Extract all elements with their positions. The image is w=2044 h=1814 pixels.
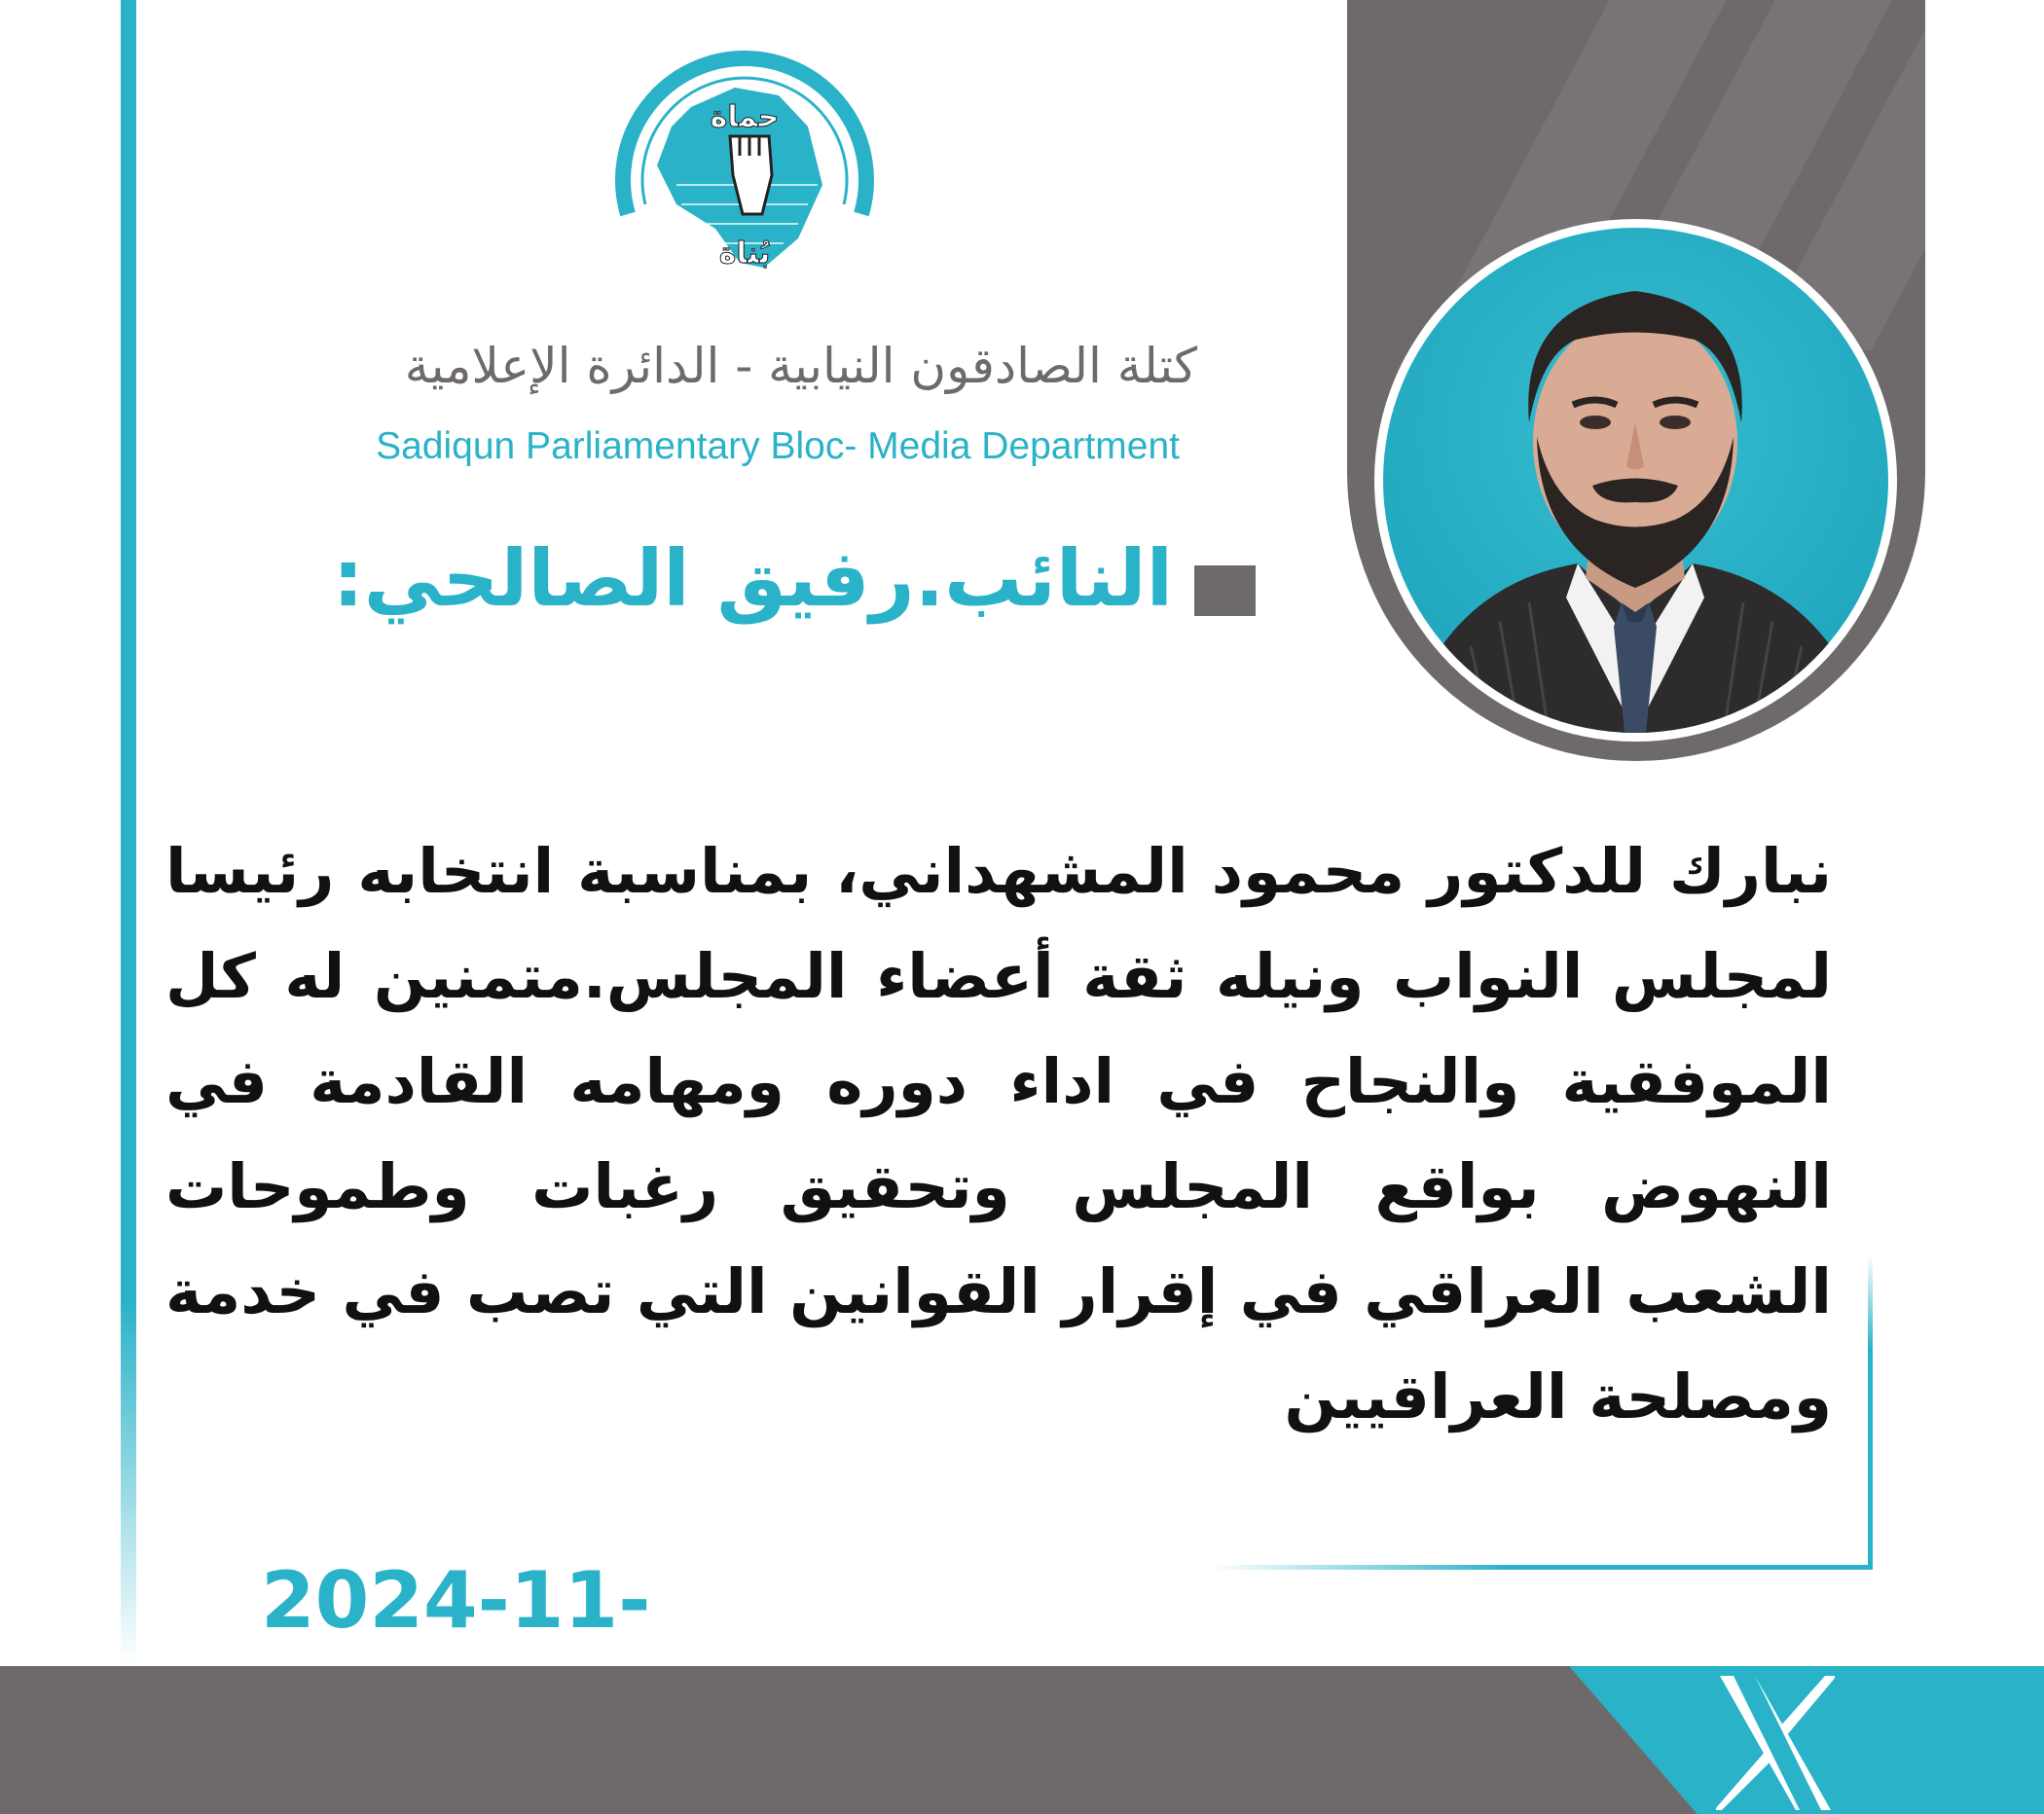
bracket-line-vertical xyxy=(1868,1255,1873,1569)
portrait-photo xyxy=(1383,228,1888,733)
person-illustration xyxy=(1383,228,1888,733)
x-icon[interactable] xyxy=(1716,1672,1835,1814)
org-name-english: Sadiqun Parliamentary Bloc- Media Department xyxy=(376,425,1180,467)
title-bullet-square xyxy=(1194,565,1256,616)
left-accent-bar xyxy=(121,0,136,1666)
statement-text: نبارك للدكتور محمود المشهداني، بمناسبة انتخابه رئيسا لمجلس النواب ونيله ثقة أعضاء المجلس.متمنين له كل الموفقية والنجاح في اداء دوره ومهامه القادمة في النهوض بواقع المجلس وتحقيق رغبات وطموحات الشعب العراقي في إقرار القوانين التي تصب في خدمة ومصلحة العراقيين xyxy=(165,836,1832,1433)
org-name-arabic: كتلة الصادقون النيابية - الدائرة الإعلامية xyxy=(404,338,1197,394)
speaker-title: النائب.رفيق الصالحي: xyxy=(332,533,1173,624)
bracket-line-horizontal xyxy=(1212,1565,1873,1570)
logo-top-text: حماة xyxy=(710,100,780,134)
raised-fist-iraq-map-logo xyxy=(599,19,891,282)
post-date: 2024-11- xyxy=(261,1555,651,1646)
logo-bottom-text: بُناة xyxy=(718,236,771,271)
